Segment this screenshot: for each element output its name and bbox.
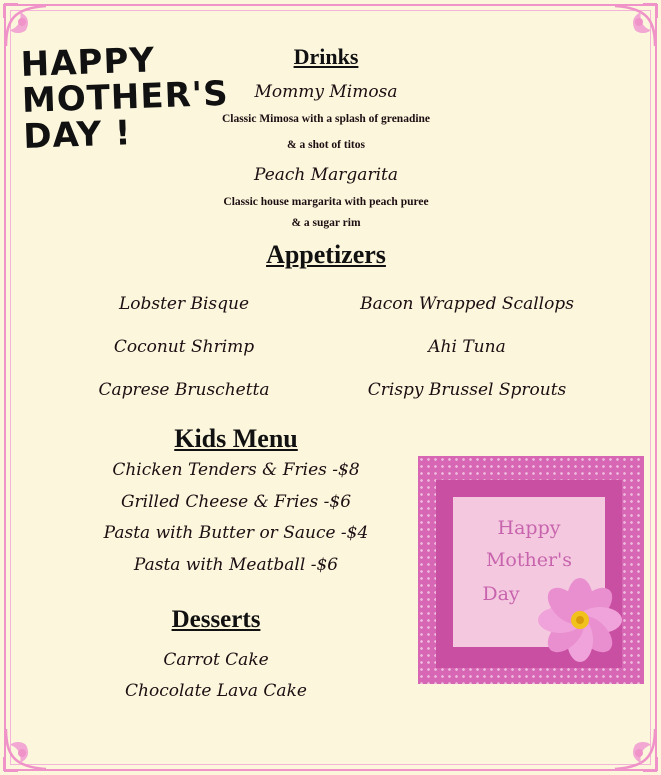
corner-ornament-icon bbox=[609, 723, 661, 775]
kids-menu-item: Grilled Cheese & Fries -$6 bbox=[120, 492, 352, 512]
card-text-line: Day bbox=[482, 583, 520, 605]
drink-name: Peach Margarita bbox=[254, 165, 398, 185]
appetizers-title: Appetizers bbox=[266, 240, 386, 269]
drink-description: & a sugar rim bbox=[291, 217, 361, 229]
appetizer-item: Lobster Bisque bbox=[118, 294, 250, 314]
kids-menu-item: Pasta with Meatball -$6 bbox=[133, 555, 339, 575]
kids-menu-title: Kids Menu bbox=[174, 424, 298, 453]
kids-menu-item: Chicken Tenders & Fries -$8 bbox=[112, 460, 360, 480]
card-text-line: Happy bbox=[497, 517, 561, 539]
appetizer-item: Crispy Brussel Sprouts bbox=[367, 380, 567, 400]
appetizer-item: Coconut Shrimp bbox=[113, 337, 255, 357]
headline-line: MOTHER'S bbox=[21, 73, 230, 121]
corner-ornament-icon bbox=[0, 723, 52, 775]
dessert-item: Carrot Cake bbox=[163, 650, 269, 670]
cosmos-flower-icon bbox=[536, 576, 624, 664]
headline-line: DAY ! bbox=[22, 113, 133, 157]
drink-description: Classic Mimosa with a splash of grenadine bbox=[221, 113, 431, 125]
appetizer-item: Ahi Tuna bbox=[428, 337, 506, 357]
corner-ornament-icon bbox=[609, 0, 661, 52]
card-text-line: Mother's bbox=[485, 549, 573, 571]
appetizer-item: Caprese Bruschetta bbox=[98, 380, 270, 400]
drinks-title: Drinks bbox=[293, 44, 359, 69]
drink-name: Mommy Mimosa bbox=[254, 82, 398, 102]
drink-description: Classic house margarita with peach puree bbox=[223, 196, 429, 208]
drink-description: & a shot of titos bbox=[287, 139, 365, 151]
desserts-title: Desserts bbox=[171, 606, 261, 633]
kids-menu-item: Pasta with Butter or Sauce -$4 bbox=[103, 523, 369, 543]
appetizer-item: Bacon Wrapped Scallops bbox=[360, 294, 574, 314]
dessert-item: Chocolate Lava Cake bbox=[125, 681, 307, 701]
mothers-day-card bbox=[418, 456, 644, 684]
headline-line: HAPPY bbox=[20, 40, 156, 85]
headline bbox=[20, 40, 230, 157]
